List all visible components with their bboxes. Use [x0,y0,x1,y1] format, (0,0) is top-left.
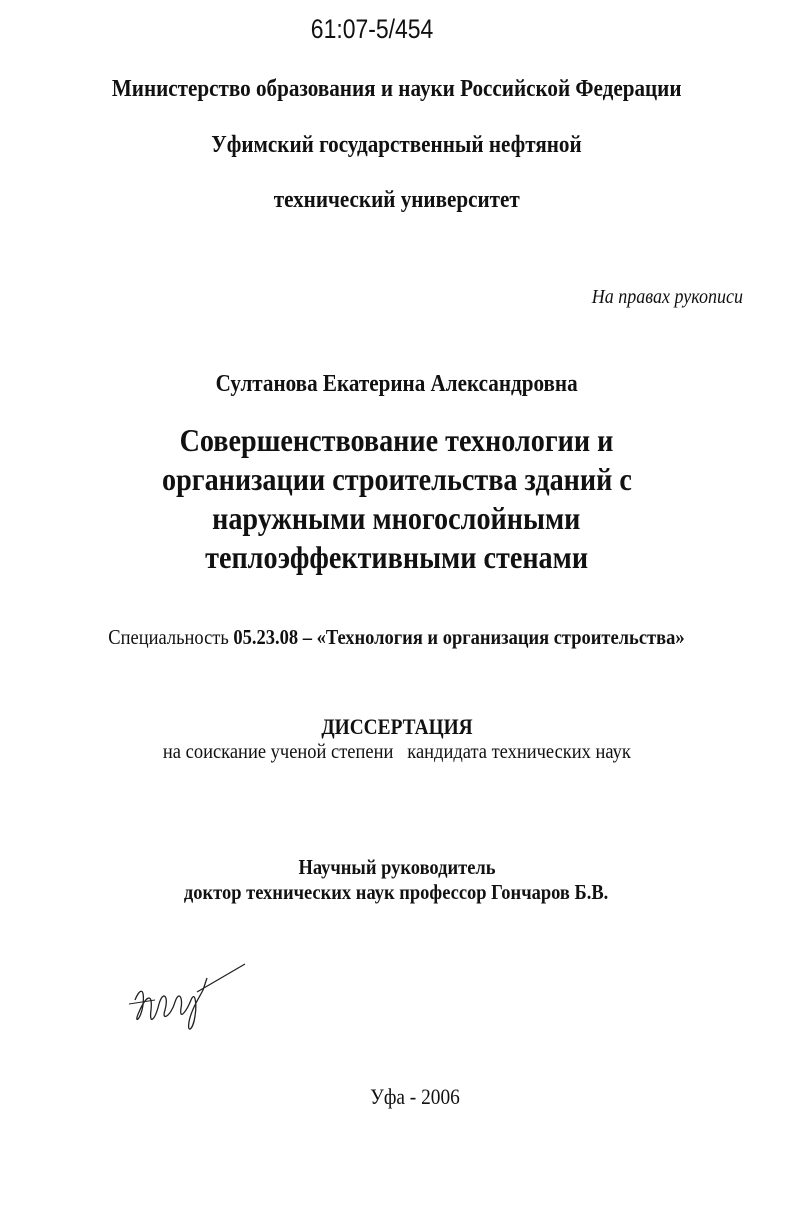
title-line: наружными многослойными [212,500,581,536]
supervisor-label: Научный руководитель [297,855,496,879]
university-heading-line1: Уфимский государственный нефтяной [211,132,582,158]
ministry-heading: Министерство образования и науки Российской Федерации [111,76,682,102]
author-name: Султанова Екатерина Александровна [215,371,578,397]
university-heading-line2: технический университет [273,187,520,213]
supervisor-name: доктор технических наук профессор Гончаров Б.В. [184,880,609,904]
signature [125,960,255,1040]
manuscript-note: На правах рукописи [591,286,743,308]
title-line: теплоэффективными стенами [205,539,588,575]
specialty-code: 05.23.08 – «Технология и организация строительства» [233,625,685,649]
work-type: ДИССЕРТАЦИЯ [320,714,473,739]
catalog-code: 61:07-5/454 [311,14,434,44]
title-line: организации строительства зданий с [161,461,632,497]
specialty-label: Специальность [108,625,229,649]
title-line: Совершенствование технологии и [179,422,614,458]
city-year: Уфа - 2006 [369,1084,460,1109]
degree-line: на соискание ученой степени кандидата технических наук [162,739,631,763]
specialty [0,625,793,650]
